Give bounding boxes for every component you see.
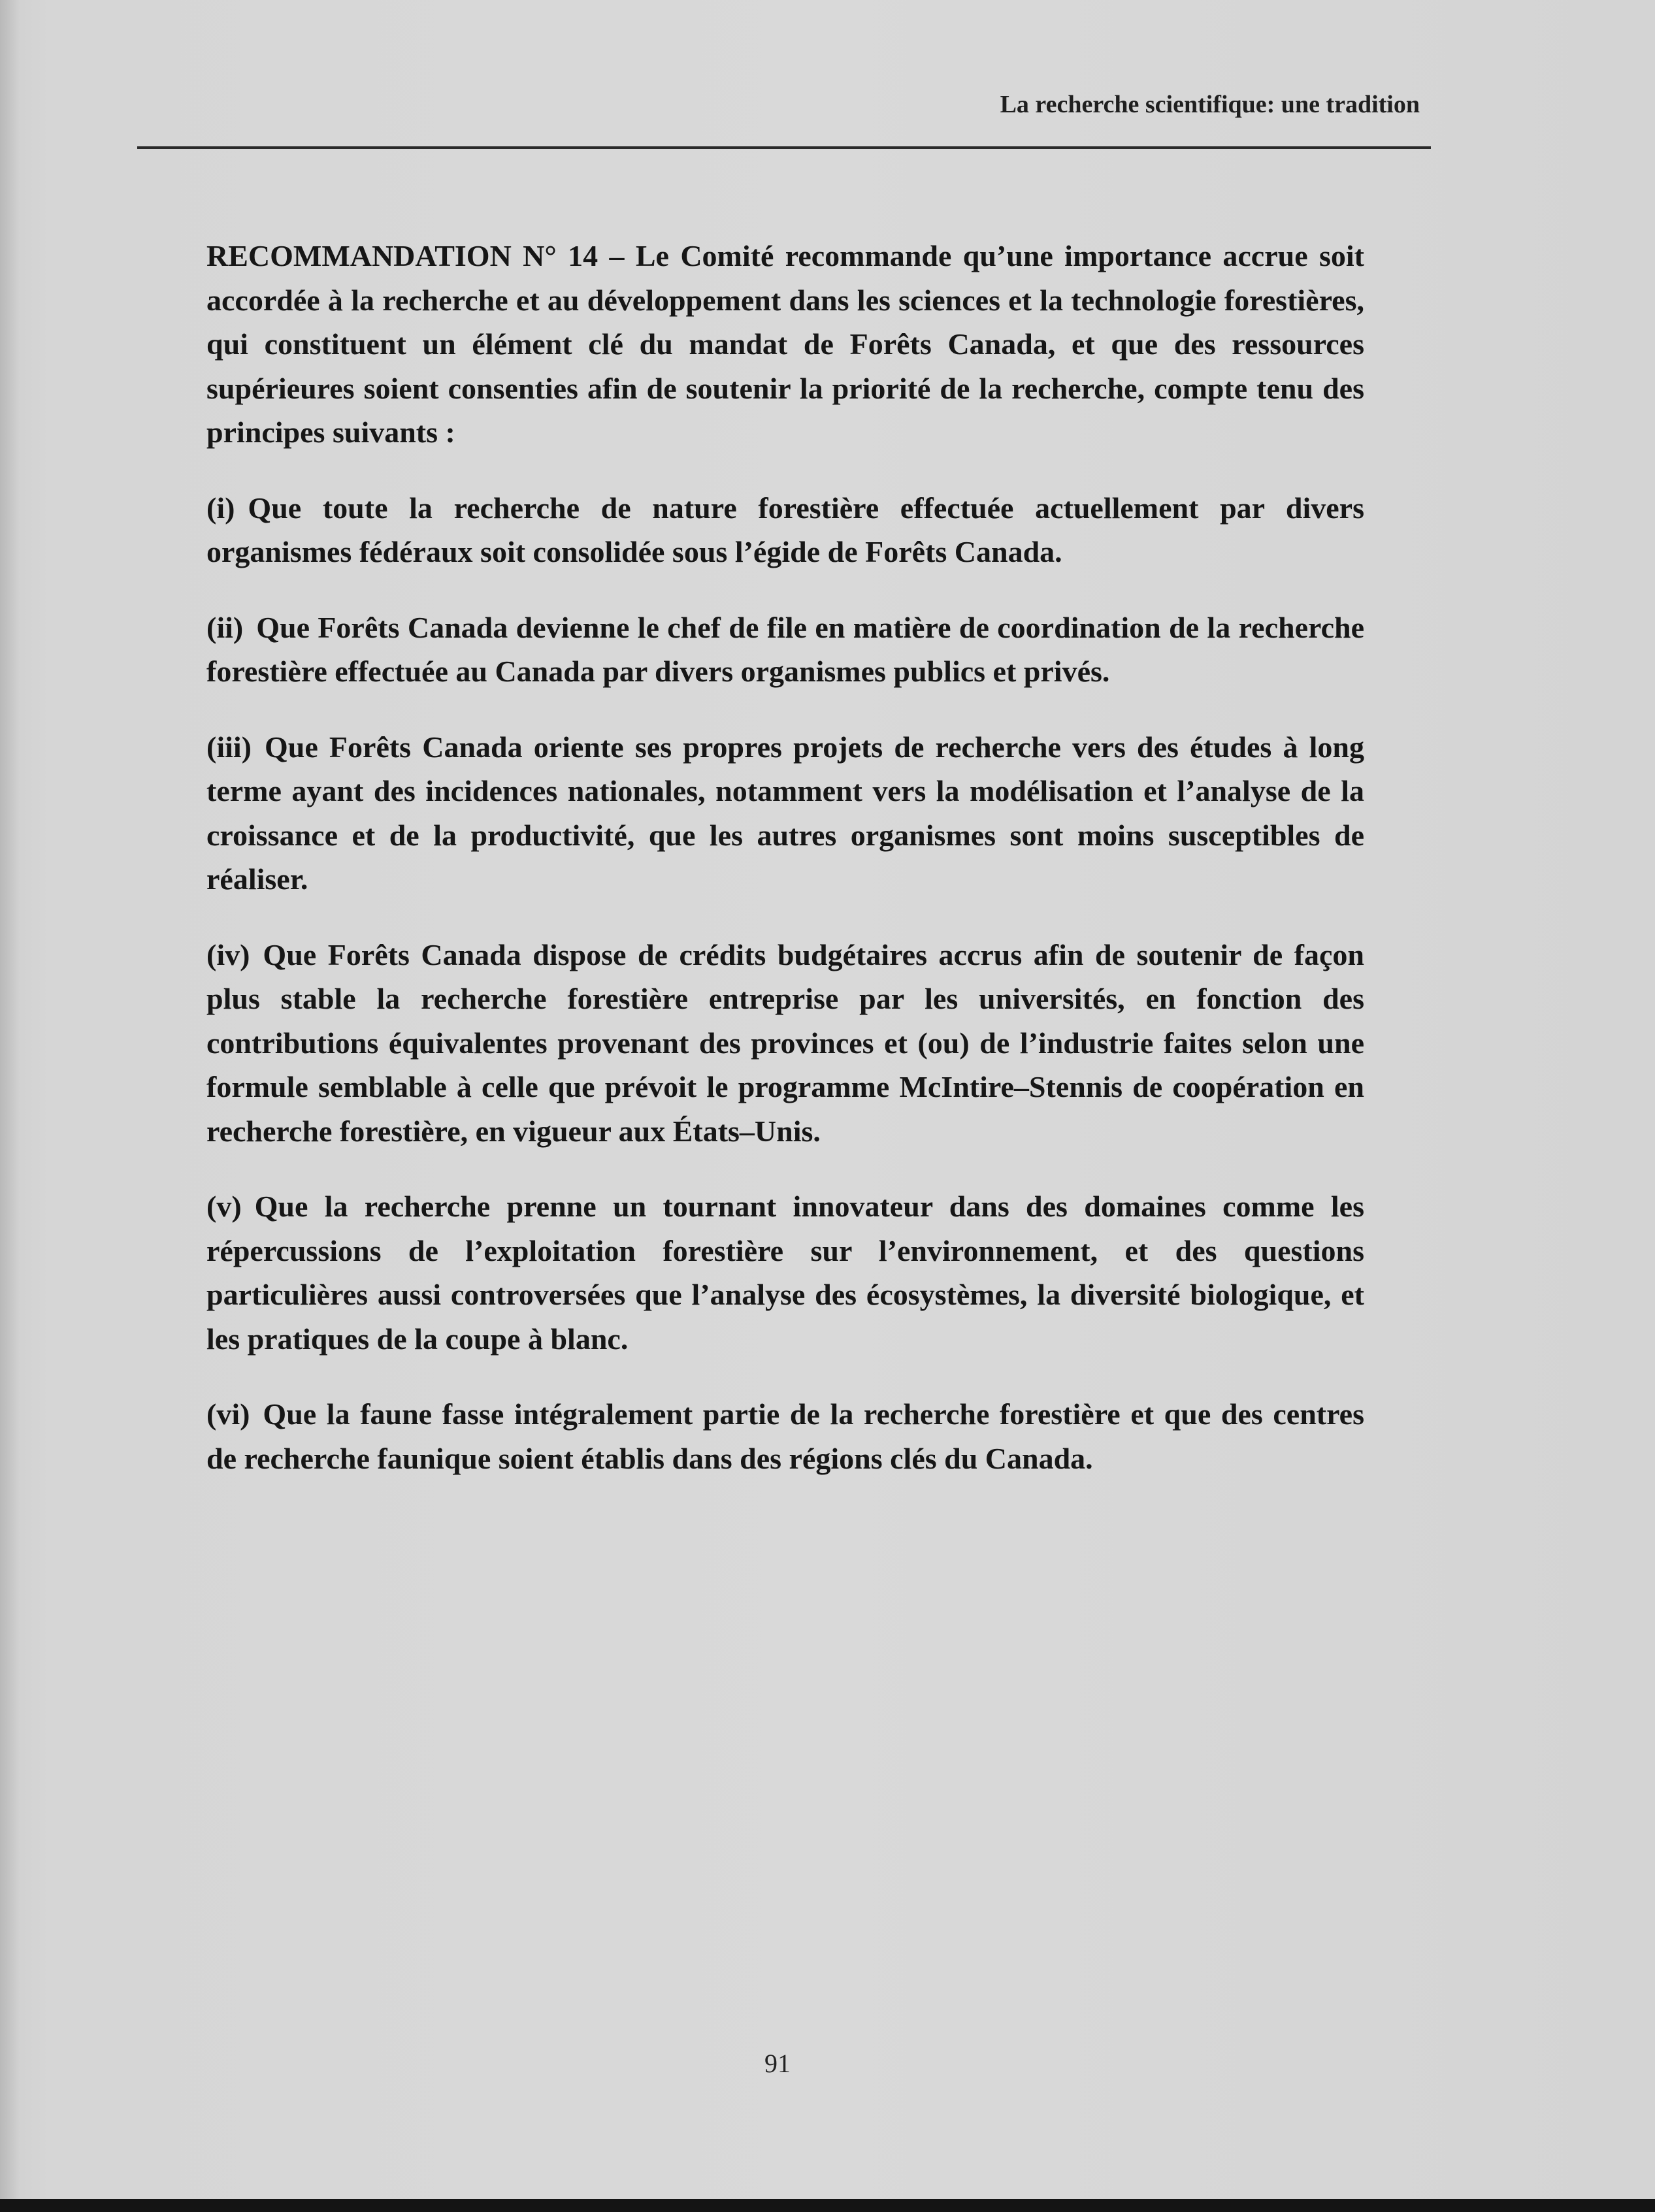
- recommendation-item: [206, 486, 1364, 574]
- item-text: Que Forêts Canada devienne le chef de file en matière de coordination de la recherche forestière effectuée au Canada par divers organismes publics et privés.: [206, 610, 1364, 688]
- item-number: (vi): [206, 1397, 250, 1431]
- item-text: Que Forêts Canada dispose de crédits budgétaires accrus afin de soutenir de façon plus stable la recherche forestière entreprise par les universités, en fonction des contributions équivalentes provenant des provinces et (ou) de l’industrie faites selon une formule semblable à celle que prévoit le programme McIntire–Stennis de coopération en recherche forestière, en vigueur aux États–Unis.: [206, 937, 1364, 1148]
- recommendation-intro: RECOMMANDATION N° 14 – Le Comité recommande qu’une importance accrue soit accordée à la recherche et au développement dans les sciences et la technologie forestières, qui constituent un élément clé du mandat de Forêts Canada, et que des ressources supérieures soient consenties afin de soutenir la priorité de la recherche, compte tenu des principes suivants :: [206, 239, 1364, 449]
- recommendation-item: [206, 933, 1364, 1154]
- recommendation-item: [206, 725, 1364, 902]
- page-gutter-shadow: [0, 0, 20, 2199]
- item-number: (i): [206, 491, 235, 525]
- scan-bottom-edge: [0, 2199, 1655, 2212]
- running-header-title: La recherche scientifique: une tradition: [1000, 91, 1420, 118]
- recommendation-item: [206, 606, 1364, 694]
- recommendation-item: [206, 1392, 1364, 1480]
- item-number: (iv): [206, 937, 250, 971]
- recommendation-body: [206, 234, 1364, 1480]
- item-text: Que la faune fasse intégralement partie de la recherche forestière et que des centres de recherche faunique soient établis dans des régions clés du Canada.: [206, 1397, 1364, 1475]
- item-text: Que la recherche prenne un tournant innovateur dans des domaines comme les répercussions de l’exploitation forestière sur l’environnement, et des questions particulières aussi controversées que l’analyse des écosystèmes, la diversité biologique, et les pratiques de la coupe à blanc.: [206, 1190, 1364, 1356]
- item-text: Que Forêts Canada oriente ses propres projets de recherche vers des études à long terme ayant des incidences nationales, notamment vers la modélisation et l’analyse de la croissance et de la productivité, que les autres organismes sont moins susceptibles de réaliser.: [206, 730, 1364, 896]
- item-text: Que toute la recherche de nature forestière effectuée actuellement par divers organismes fédéraux soit consolidée sous l’égide de Forêts Canada.: [206, 491, 1364, 568]
- item-number: (v): [206, 1190, 242, 1223]
- item-number: (ii): [206, 610, 244, 644]
- item-number: (iii): [206, 730, 252, 764]
- page-number: 91: [764, 2049, 791, 2078]
- recommendation-item: [206, 1184, 1364, 1361]
- header-rule: [137, 146, 1431, 149]
